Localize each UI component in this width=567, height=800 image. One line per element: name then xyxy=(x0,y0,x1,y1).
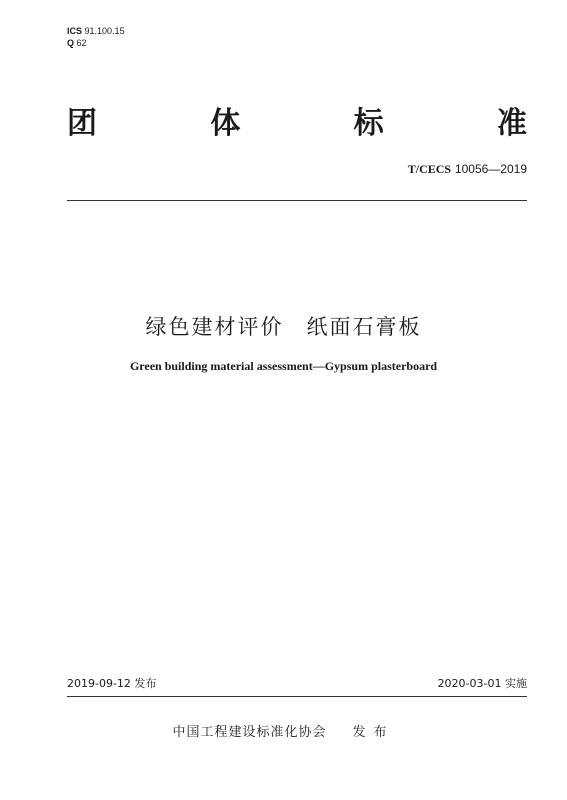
ics-label: ICS xyxy=(67,26,83,36)
standard-number-prefix: T/CECS xyxy=(407,162,452,176)
standard-type-char: 标 xyxy=(353,106,384,141)
ccs-line xyxy=(67,37,125,49)
standard-type-char: 体 xyxy=(210,106,241,141)
standard-type-char: 团 xyxy=(67,106,97,141)
publisher-action: 发布 xyxy=(352,725,395,740)
standard-number-value: 10056—2019 xyxy=(454,162,527,176)
ics-code: 91.100.15 xyxy=(84,26,125,36)
title-english: Green building material assessment—Gypsum plasterboard xyxy=(129,359,438,373)
title-chinese: 绿色建材评价 纸面石膏板 xyxy=(145,315,422,339)
ccs-code: 62 xyxy=(76,38,87,48)
implementation-date: 2020-03-01 实施 xyxy=(437,677,527,690)
issue-date: 2019-09-12 发布 xyxy=(67,677,157,690)
publisher-line xyxy=(0,721,567,740)
publisher-organization: 中国工程建设标准化协会 xyxy=(172,725,327,740)
ccs-label: Q xyxy=(67,38,75,48)
standard-number xyxy=(408,162,527,177)
dates-row xyxy=(67,675,527,691)
standard-type-heading xyxy=(67,104,527,144)
bottom-divider xyxy=(67,696,527,697)
top-divider xyxy=(67,200,527,201)
ics-line xyxy=(67,25,125,37)
standard-type-char: 准 xyxy=(496,106,527,141)
classification-codes xyxy=(67,25,125,49)
